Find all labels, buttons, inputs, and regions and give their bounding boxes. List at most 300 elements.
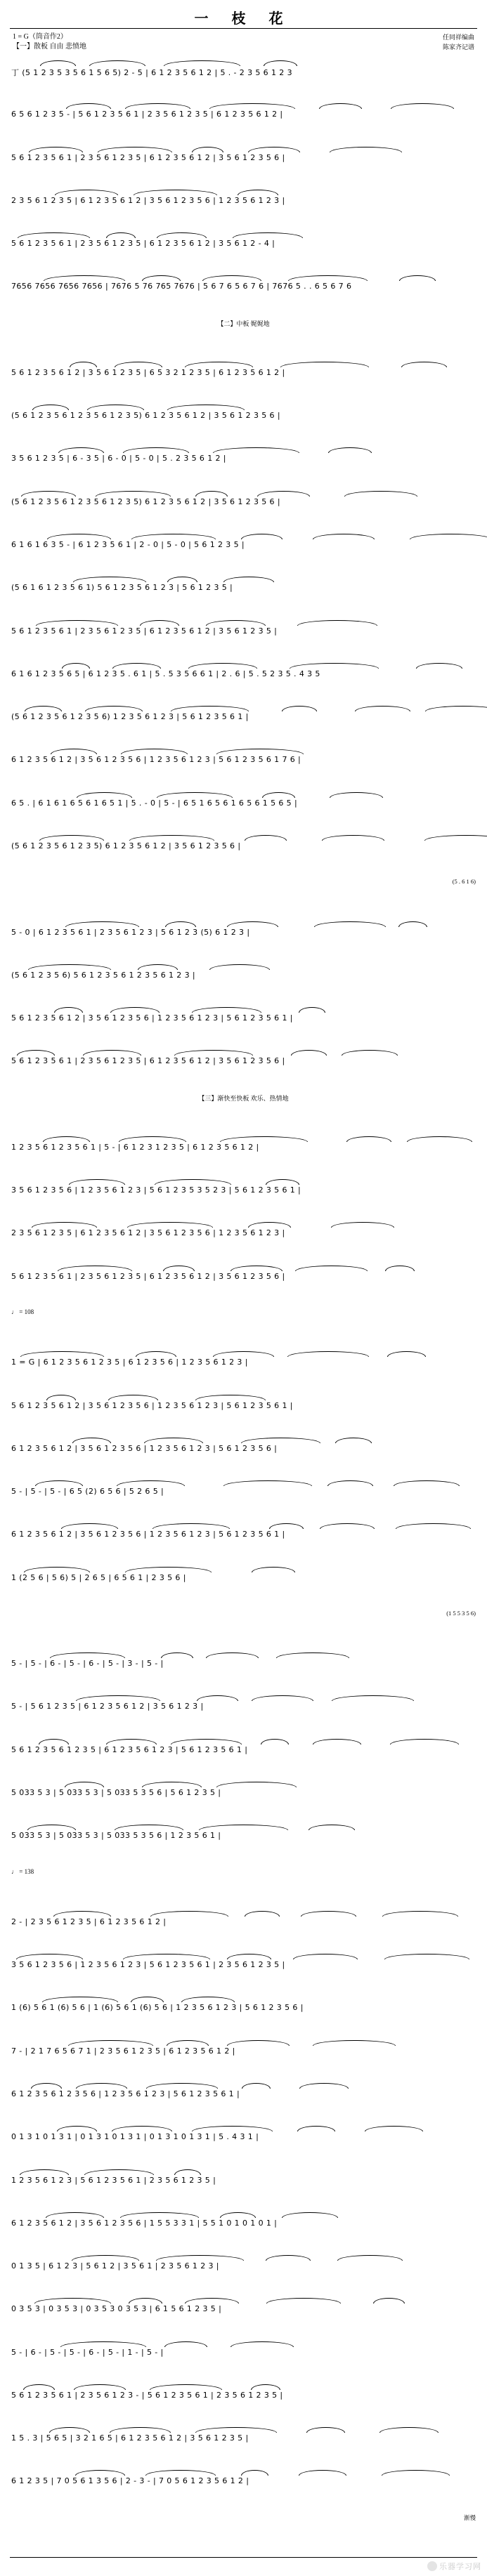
staff-notes: 6 1 6 1 6 3 5 - | 6 1 2 3 5 6 1 | 2 - 0 | 5 - 0 | 5 6 1 2 3 5 | [11,540,245,550]
staff-notes: 3 5 6 1 2 3 5 6 | 1 2 3 5 6 1 2 3 | 5 6 1 2 3 5 3 5 2 3 | 5 6 1 2 3 5 6 1 | [11,1185,301,1195]
slur-icon [73,577,146,582]
slur-icon [213,447,299,453]
slur-icon [319,103,362,109]
slur-icon [108,1395,158,1400]
slur-icon [29,147,83,152]
slur-icon [355,706,410,711]
slur-row [11,706,476,712]
slur-icon [195,1395,266,1400]
slur-icon [195,2427,277,2433]
slur-row [11,1438,476,1444]
slur-row [11,362,476,368]
slur-icon [252,1695,313,1701]
slur-icon [40,60,76,66]
slur-icon [42,1997,118,2002]
slur-icon [192,1007,261,1013]
staff-system [0,1782,487,1797]
slur-row [11,232,476,239]
slur-icon [145,2470,216,2476]
slur-row [11,2470,476,2476]
slur-icon [66,103,111,109]
slur-icon [106,232,136,238]
watermark [427,2561,481,2572]
slur-icon [213,1351,274,1357]
slur-icon [382,2470,450,2476]
slur-icon [157,232,207,238]
staff-system [0,405,487,420]
slur-icon [257,491,310,497]
slur-row [11,2298,476,2304]
slur-icon [416,663,462,669]
slur-icon [290,663,379,669]
slur-icon [36,620,118,626]
staff-system [0,792,487,808]
staff-system [0,1523,487,1539]
staff-notes: 5 6 1 2 3 5 6 1 | 2 3 5 6 1 2 3 5 | 6 1 2 3 5 6 1 2 | 3 5 6 1 2 3 5 6 | [11,152,285,162]
slur-icon [280,362,369,367]
slur-icon [199,1825,288,1830]
slur-icon [69,1179,125,1185]
staff-system [0,2427,487,2443]
staff-notes: 5 6 1 2 3 5 6 1 | 2 3 5 6 1 2 3 5 | 6 1 2 3 5 6 1 2 | 3 5 6 1 2 - 4 | [11,239,275,249]
staff-notes: 6 1 2 3 5 | 7 0 5 6 1 3 5 6 | 2 - 3 - | 7 0 5 6 1 2 3 5 6 1 2 | [11,2476,249,2486]
staff-notes: (5 6 1 2 3 5 6) 5 6 1 2 3 5 6 1 2 3 5 6 1 2 3 | [11,970,195,980]
slur-row [11,1911,476,1917]
slur-row [11,1825,476,1831]
slur-icon [150,2384,222,2390]
staff-notes: 1 5 . 3 | 5 6 5 | 3 2 1 6 5 | 6 1 2 3 5 6 1 2 | 3 5 6 1 2 3 5 | [11,2433,249,2443]
slur-icon [382,1911,458,1917]
slur-row [11,2083,476,2089]
slur-icon [188,663,257,669]
slur-row [11,275,476,282]
slur-icon [96,491,171,497]
key-signature [13,32,86,52]
staff-system [0,1954,487,1969]
slur-icon [241,1438,320,1443]
slur-icon [328,447,372,453]
staff-notes: 6 1 2 3 5 6 1 2 | 3 5 6 1 2 3 5 6 | 1 2 3 5 6 1 2 3 | 5 6 1 2 3 5 6 1 7 6 | [11,755,301,765]
slur-icon [238,190,278,195]
staff-annotation: (5 . 6 1 6) [452,878,476,886]
slur-icon [174,2169,201,2175]
slur-row [11,835,476,841]
slur-row [11,964,476,971]
slur-icon [391,103,454,109]
watermark-text: 乐器学习网 [439,2562,481,2571]
staff-system [0,1567,487,1582]
staff-system [0,2083,487,2098]
staff-system [0,2470,487,2485]
slur-icon [365,2126,423,2131]
slur-icon [163,1266,195,1271]
slur-icon [410,534,487,539]
slur-icon [112,663,161,669]
slur-icon [167,577,197,582]
slur-icon [266,2298,341,2304]
slur-icon [241,534,283,539]
staff-system [0,447,487,463]
staff-system [0,103,487,119]
slur-icon [68,2040,153,2046]
slur-icon [32,1222,97,1228]
slur-icon [138,964,178,970]
slur-icon [202,275,261,281]
slur-icon [216,1782,297,1787]
staff-system [0,1825,487,1840]
slur-icon [291,1050,327,1056]
slur-icon [384,1954,469,1959]
staff-system [0,835,487,850]
staff-system [0,1652,487,1668]
slur-icon [313,2040,396,2046]
slur-icon [223,1480,312,1486]
slur-icon [287,1351,369,1357]
slur-icon [424,835,487,841]
slur-icon [373,2298,405,2304]
slur-icon [282,706,317,711]
slur-icon [24,1567,90,1572]
slur-icon [165,921,196,927]
slur-icon [248,1222,291,1228]
slur-icon [262,792,295,798]
slur-row [11,620,476,626]
staff-system [0,921,487,937]
slur-icon [309,1825,355,1830]
slur-icon [58,447,104,453]
slur-icon [216,749,304,754]
section-heading [0,319,487,328]
slur-icon [230,2341,294,2347]
staff-system [0,60,487,78]
slur-icon [192,2126,273,2131]
slur-icon [261,1739,289,1744]
slur-icon [16,1954,83,1959]
slur-icon [245,1911,280,1917]
slur-icon [293,1954,358,1959]
slur-icon [398,921,427,927]
slur-row [11,2040,476,2046]
slur-icon [60,2341,146,2347]
staff-notes: 6 1 6 1 2 3 5 6 5 | 6 1 2 3 5 . 6 1 | 5 . 5 3 5 6 6 1 | 2 . 6 | 5 . 5 2 3 5 . 4 3 5 [11,669,320,678]
tempo-marking: ♩ = 108 [11,1308,34,1315]
slur-row [11,577,476,583]
title-divider [10,28,477,29]
staff-system [0,232,487,248]
slur-icon [248,147,300,152]
slur-icon [227,2040,290,2046]
slur-row [11,1266,476,1272]
staff-notes: 5 6 1 2 3 5 6 1 | 2 3 5 6 1 2 3 5 | 6 1 2 3 5 6 1 2 | 3 5 6 1 2 3 5 6 | [11,1271,285,1281]
slur-icon [252,1567,295,1572]
slur-icon [51,749,97,754]
slur-icon [314,921,386,927]
slur-icon [27,1825,76,1830]
slur-icon [209,103,295,109]
staff-notes: 丁 (5 1 2 3 5 3 5 6 1 5 6 5) 2 - 5 | 6 1 2 3 5 6 1 2 | 5 . - 2 3 5 6 1 2 3 [11,68,292,77]
staff-system [0,1266,487,1281]
staff-notes: (5 6 1 2 3 5 6 1 2 3 5 6) 1 2 3 5 6 1 2 3 | 5 6 1 2 3 5 6 1 | [11,712,249,722]
slur-icon [209,964,270,970]
slur-icon [245,835,287,841]
slur-icon [46,1395,76,1400]
slur-icon [65,921,139,927]
staff-notes: 5 - | 5 - | 5 - | 6 5 (2) 6 5 6 | 5 2 6 5 | [11,1487,164,1497]
slur-icon [335,1438,372,1443]
slur-icon [385,1266,415,1271]
staff-system [0,749,487,764]
slur-icon [146,2083,218,2089]
slur-icon [288,275,368,281]
slur-row [11,2169,476,2176]
slur-icon [297,620,377,626]
slur-icon [342,1050,398,1056]
slur-icon [115,1825,183,1830]
slur-icon [295,1266,368,1271]
slur-icon [181,1997,235,2002]
slur-icon [337,2255,403,2261]
arranger: 陈家齐记谱 [442,44,474,51]
staff-system [0,1438,487,1453]
slur-icon [39,1739,69,1744]
staff-system [0,1179,487,1195]
slur-icon [20,1351,104,1357]
slur-icon [87,405,144,410]
staff-system [0,1351,487,1367]
staff-system [0,2212,487,2228]
composer: 任同祥编曲 [442,34,474,41]
staff-system [0,2255,487,2271]
slur-icon [387,1351,426,1357]
slur-icon [57,2126,97,2131]
slur-icon [401,362,447,367]
slur-row [11,1954,476,1960]
slur-icon [120,2212,199,2218]
staff-notes: 5 6 1 2 3 5 6 1 2 | 3 5 6 1 2 3 5 6 | 1 2 3 5 6 1 2 3 | 5 6 1 2 3 5 6 1 | [11,1400,293,1410]
staff-system [0,491,487,506]
staff-notes: 0 1 3 1 0 1 3 1 | 0 1 3 1 0 1 3 1 | 0 1 3 1 0 1 3 1 | 5 . 4 3 1 | [11,2132,259,2142]
slur-icon [85,706,143,711]
slur-icon [117,1480,185,1486]
watermark-logo-icon [427,2561,437,2571]
slur-row [11,1480,476,1487]
section-heading-label: 【二】中板 娓娓地 [217,320,270,327]
slur-icon [282,2212,338,2218]
slur-icon [157,792,233,798]
slur-row [11,534,476,540]
slur-icon [142,1782,202,1787]
slur-row [11,1739,476,1745]
slur-icon [390,1739,459,1744]
page-title: 一 枝 花 [194,11,293,27]
slur-icon [161,1652,193,1658]
slur-icon [167,2040,209,2046]
slur-icon [227,921,278,927]
slur-icon [75,2470,125,2476]
staff-system [0,620,487,636]
slur-icon [332,1695,414,1701]
staff-notes: (5 6 1 2 3 5 6 1 2 3 5) 6 1 2 3 5 6 1 2 | 3 5 6 1 2 3 5 6 | [11,841,241,850]
staff-notes: (5 6 1 2 3 5 6 1 2 3 5 6 1 2 3 5) 6 1 2 3 5 6 1 2 | 3 5 6 1 2 3 5 6 | [11,411,280,421]
slur-icon [53,1911,111,1917]
slur-icon [65,1782,104,1787]
slur-icon [55,190,118,195]
slur-icon [17,1050,55,1056]
staff-system [0,1136,487,1152]
staff-system [0,2384,487,2400]
slur-icon [276,1652,349,1658]
staff-system [0,147,487,162]
slur-icon [171,1739,242,1744]
slur-icon [227,1954,271,1959]
slur-icon [76,1695,160,1701]
slur-icon [206,620,266,626]
slur-icon [299,1007,325,1013]
staff-notes: 5 033 5 3 | 5 033 5 3 | 5 033 5 3 5 6 | 5 6 1 2 3 5 | [11,1788,221,1798]
staff-annotation: (1 5 5 3 5 6) [446,1609,476,1617]
slur-icon [330,792,383,798]
slur-row [11,2341,476,2348]
slur-icon [206,1652,259,1658]
slur-icon [266,2255,311,2261]
slur-icon [98,147,172,152]
slur-icon [21,491,76,497]
staff-notes: 6 1 2 3 5 6 1 2 | 3 5 6 1 2 3 5 6 | 1 5 5 3 3 1 | 5 5 1 0 1 0 1 0 1 | [11,2218,278,2228]
slur-icon [121,749,188,754]
slur-icon [106,1739,157,1744]
slur-icon [32,405,69,410]
slur-icon [112,2126,172,2131]
slur-icon [44,275,125,281]
staff-notes: 2 - | 2 3 5 6 1 2 3 5 | 6 1 2 3 5 6 1 2 | [11,1917,167,1926]
staff-notes: (5 6 1 2 3 5 6 1 2 3 5 6 1 2 3 5) 6 1 2 3 5 6 1 2 | 3 5 6 1 2 3 5 6 | [11,497,280,506]
staff-notes: 5 - | 5 - | 6 - | 5 - | 6 - | 5 - | 3 - | 5 - | [11,1659,164,1669]
staff-system [0,1695,487,1711]
staff-system [0,1050,487,1065]
slur-row [11,1695,476,1702]
staff-notes: 6 5 . | 6 1 6 1 6 5 6 1 6 5 1 | 5 . - 0 | 5 - | 6 5 1 6 5 6 1 6 5 6 1 5 6 5 | [11,798,298,808]
staff-system [0,1997,487,2012]
slur-icon [396,1523,471,1529]
slur-icon [164,60,240,66]
slur-row [11,1179,476,1185]
slur-icon [134,190,217,195]
slur-icon [220,2212,256,2218]
slur-icon [119,1136,186,1142]
staff-notes: 5 - | 6 - | 5 - | 5 - | 6 - | 5 - | 1 - | 5 - | [11,2347,164,2357]
slur-icon [31,2083,62,2089]
slur-icon [299,2470,346,2476]
staff-notes: 3 5 6 1 2 3 5 6 | 1 2 3 5 6 1 2 3 | 5 6 1 2 3 5 6 1 | 2 3 5 6 1 2 3 5 | [11,1960,285,1970]
slur-icon [35,1480,83,1486]
staff-system [0,964,487,980]
slur-icon [407,1136,472,1142]
slur-icon [84,2169,154,2175]
slur-icon [320,1523,375,1529]
slur-icon [330,147,402,152]
slur-icon [54,1007,83,1013]
music-staves [0,60,487,2556]
slur-icon [331,1222,394,1228]
slur-icon [185,2298,239,2304]
slur-icon [125,1567,212,1572]
staff-notes: 1 2 3 5 6 1 2 3 | 5 6 1 2 3 5 6 1 | 2 3 5 6 1 2 3 5 | [11,2175,216,2185]
slur-row [11,921,476,928]
staff-system [0,362,487,377]
slur-icon [269,1523,304,1529]
staff-notes: 6 1 2 3 5 6 1 2 | 3 5 6 1 2 3 5 6 | 1 2 3 5 6 1 2 3 | 5 6 1 2 3 5 6 1 | [11,1530,285,1539]
staff-notes: 3 5 6 1 2 3 5 | 6 - 3 5 | 6 - 0 | 5 - 0 | 5 . 2 3 5 6 1 2 | [11,454,226,464]
slur-row [11,190,476,196]
slur-icon [306,2427,345,2433]
slur-icon [89,60,145,66]
slur-row [11,1567,476,1573]
slur-icon [164,2341,207,2347]
slur-icon [115,362,162,367]
slur-icon [223,577,274,582]
staff-system [0,190,487,205]
slur-icon [43,1136,90,1142]
slur-icon [150,1911,228,1917]
slur-icon [327,1480,373,1486]
slur-icon [131,534,216,539]
slur-icon [129,2298,162,2304]
slur-row [11,1007,476,1013]
slur-row [11,60,476,67]
slur-icon [379,2427,439,2433]
slur-row [11,2126,476,2132]
slur-row [11,1050,476,1056]
slur-row [11,1523,476,1530]
staff-notes: 0 1 3 5 | 6 1 2 3 | 5 6 1 2 | 3 5 6 1 | 2 3 5 6 1 2 3 | [11,2261,219,2271]
staff-notes: 0 3 5 3 | 0 3 5 3 | 0 3 5 3 0 3 5 3 | 6 1 5 6 1 2 3 5 | [11,2304,222,2314]
slur-icon [47,534,111,539]
section-heading [0,1093,487,1103]
slur-icon [70,362,97,367]
staff-system [0,577,487,592]
slur-icon [192,147,223,152]
slur-row [11,1136,476,1143]
slur-icon [242,2083,271,2089]
staff-notes: 5 - 0 | 6 1 2 3 5 6 1 | 2 3 5 6 1 2 3 | 5 6 1 2 3 (5) 6 1 2 3 | [11,927,250,937]
slur-icon [129,835,214,841]
staff-notes: 5 033 5 3 | 5 033 5 3 | 5 033 5 3 5 6 | 1 2 3 5 6 1 | [11,1831,221,1841]
slur-icon [156,2255,244,2261]
slur-icon [251,2384,280,2390]
slur-icon [220,1136,308,1142]
slur-icon [72,2255,139,2261]
slur-icon [322,835,384,841]
staff-notes: 1 2 3 5 6 1 2 3 5 6 1 | 5 - | 6 1 2 3 1 2 3 5 | 6 1 2 3 5 6 1 2 | [11,1142,259,1152]
slur-icon [394,1480,460,1486]
staff-system [0,663,487,678]
slur-icon [264,60,297,66]
slur-icon [136,1351,176,1357]
slur-row [11,447,476,454]
slur-icon [34,2298,111,2304]
slur-icon [28,964,111,970]
slur-icon [123,1954,210,1959]
slur-icon [62,663,90,669]
slur-icon [167,405,245,410]
slur-icon [131,1997,164,2002]
slur-icon [50,1652,125,1658]
slur-icon [241,2470,268,2476]
slur-icon [58,1266,132,1271]
slur-icon [83,1050,141,1056]
slur-icon [197,1695,238,1701]
slur-icon [346,1136,391,1142]
